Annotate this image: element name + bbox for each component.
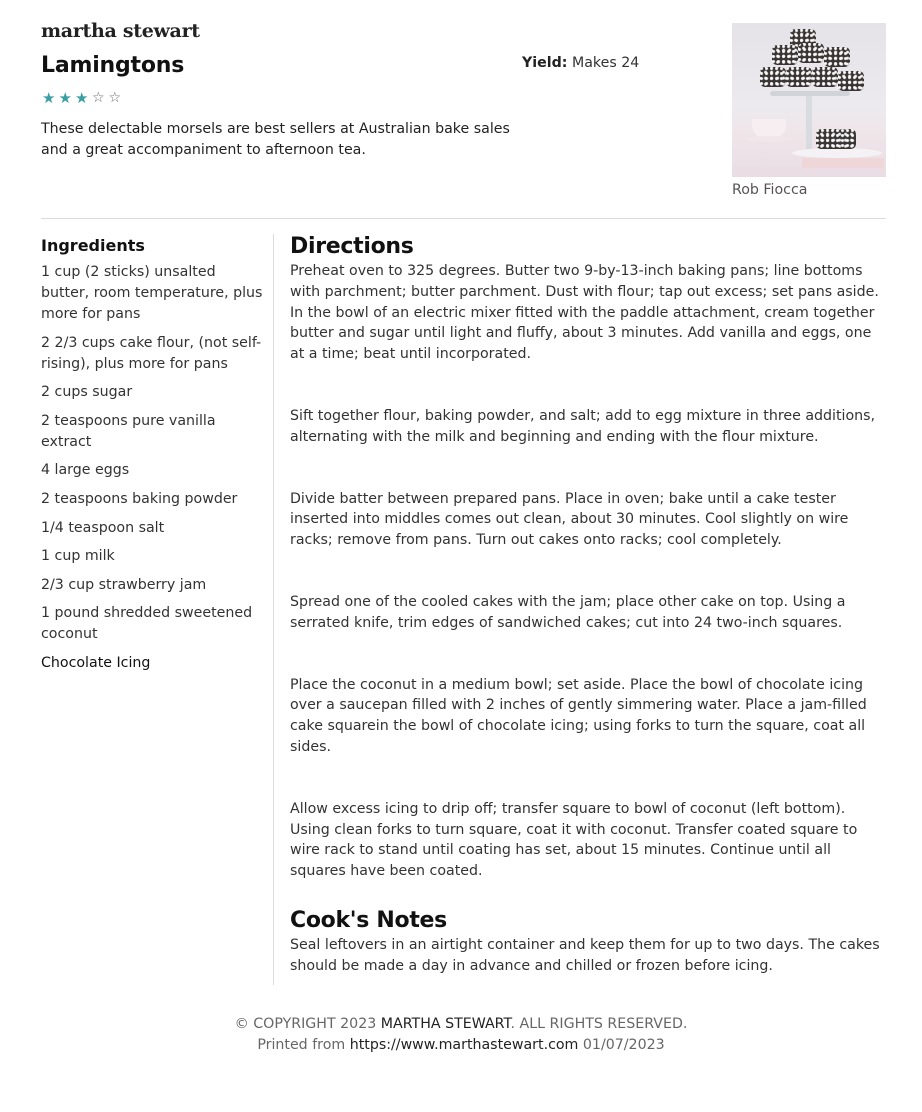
lamington-shape bbox=[838, 71, 864, 91]
cooks-notes-text: Seal leftovers in an airtight container and keep them for up to two days. The cakes should be made a day in advance and chilled or frozen before icing. bbox=[290, 937, 880, 974]
ingredients-heading: Ingredients bbox=[41, 236, 145, 255]
recipe-title: Lamingtons bbox=[41, 53, 185, 78]
ingredient-item: 2 2/3 cups cake flour, (not self-rising), plus more for pans bbox=[41, 334, 262, 372]
direction-step: Sift together flour, baking powder, and salt; add to egg mixture in three additions, alternating with the milk and beginning and ending with the flour mixture. bbox=[290, 407, 876, 445]
brand-logo: martha stewart bbox=[41, 20, 200, 42]
lamington-shape bbox=[786, 67, 812, 87]
lamington-shape bbox=[824, 47, 850, 67]
plate-shape bbox=[792, 148, 882, 158]
directions-section bbox=[290, 233, 888, 923]
copyright-prefix: © COPYRIGHT 2023 bbox=[234, 1016, 381, 1032]
lamington-shape bbox=[760, 67, 786, 87]
lamington-shape bbox=[772, 45, 798, 65]
star-filled-icon: ★ bbox=[42, 89, 56, 107]
lamington-shape bbox=[798, 43, 824, 63]
directions-heading: Directions bbox=[290, 234, 414, 259]
cake-stand-stem bbox=[806, 95, 812, 150]
ingredient-item: 2 teaspoons pure vanilla extract bbox=[41, 412, 216, 450]
direction-step: Divide batter between prepared pans. Place in oven; bake until a cake tester inserted into middles comes out clean, about 30 minutes. Cool slightly on wire racks; remove from pans. Turn out cakes onto racks; cool completely. bbox=[290, 490, 849, 549]
ingredient-item: 1 cup (2 sticks) unsalted butter, room temperature, plus more for pans bbox=[41, 264, 263, 322]
yield-value: Makes 24 bbox=[571, 55, 640, 71]
photo-credit: Rob Fiocca bbox=[732, 182, 808, 198]
direction-step: Preheat oven to 325 degrees. Butter two 9-by-13-inch baking pans; line bottoms with parchment; butter parchment. Dust with flour; tap out excess; set pans aside. In the bowl of an electric mixer fitted with the paddle attachment, cream together butter and sugar until light and fluffy, about 3 minutes. Add vanilla and eggs, one at a time; beat until incorporated. bbox=[290, 263, 879, 363]
saucer-shape bbox=[746, 136, 794, 142]
cooks-notes-section bbox=[290, 907, 888, 977]
lamington-shape bbox=[812, 67, 838, 87]
napkin-shape bbox=[802, 158, 884, 168]
ingredient-item: 1/4 teaspoon salt bbox=[41, 519, 165, 536]
recipe-description: These delectable morsels are best sellers at Australian bake sales and a great accompaniment to afternoon tea. bbox=[41, 121, 510, 158]
cooks-notes-heading: Cook's Notes bbox=[290, 908, 447, 933]
direction-step: Spread one of the cooled cakes with the jam; place other cake on top. Using a serrated knife, trim edges of sandwiched cakes; cut into 24 two-inch squares. bbox=[290, 593, 846, 631]
recipe-yield bbox=[522, 55, 639, 71]
ingredient-item: 2 cups sugar bbox=[41, 384, 133, 401]
page-footer bbox=[0, 1014, 922, 1056]
cake-stand-top bbox=[770, 91, 850, 96]
ingredients-section bbox=[41, 236, 263, 682]
copyright-suffix: . ALL RIGHTS RESERVED. bbox=[510, 1016, 688, 1032]
copyright-line bbox=[0, 1014, 922, 1035]
ingredient-item: 2/3 cup strawberry jam bbox=[41, 576, 207, 593]
yield-label: Yield: bbox=[522, 55, 568, 71]
copyright-brand: MARTHA STEWART bbox=[380, 1016, 511, 1032]
header-divider bbox=[41, 218, 886, 219]
column-divider bbox=[273, 234, 274, 985]
lamington-shape bbox=[816, 129, 856, 149]
ingredient-item: 1 pound shredded sweetened coconut bbox=[41, 605, 253, 643]
star-filled-icon: ★ bbox=[75, 89, 89, 107]
star-empty-icon: ☆ bbox=[108, 90, 122, 106]
printed-prefix: Printed from bbox=[257, 1037, 350, 1053]
star-filled-icon: ★ bbox=[58, 89, 72, 107]
recipe-photo bbox=[732, 23, 886, 177]
ingredient-link-chocolate-icing[interactable]: Chocolate Icing bbox=[41, 654, 151, 671]
direction-step: Place the coconut in a medium bowl; set aside. Place the bowl of chocolate icing over a saucepan filled with 2 inches of gently simmering water. Place a jam-filled cake squarein the bowl of chocolate icing; using forks to turn the square, coat all sides. bbox=[290, 676, 867, 755]
star-empty-icon: ☆ bbox=[91, 90, 105, 106]
printed-from-line bbox=[0, 1035, 922, 1056]
star-rating bbox=[41, 88, 123, 108]
source-url-link[interactable]: https://www.marthastewart.com bbox=[349, 1037, 579, 1053]
ingredient-item: 4 large eggs bbox=[41, 462, 130, 479]
ingredient-item: 2 teaspoons baking powder bbox=[41, 490, 238, 507]
direction-step: Allow excess icing to drip off; transfer square to bowl of coconut (left bottom). Using clean forks to turn square, coat it with coconut. Transfer coated square to wire rack to stand until coating has set, about 15 minutes. Continue until all squares have been coated. bbox=[290, 800, 858, 880]
printed-date: 01/07/2023 bbox=[578, 1037, 665, 1053]
ingredients-list bbox=[41, 262, 263, 674]
ingredient-item: 1 cup milk bbox=[41, 548, 115, 565]
